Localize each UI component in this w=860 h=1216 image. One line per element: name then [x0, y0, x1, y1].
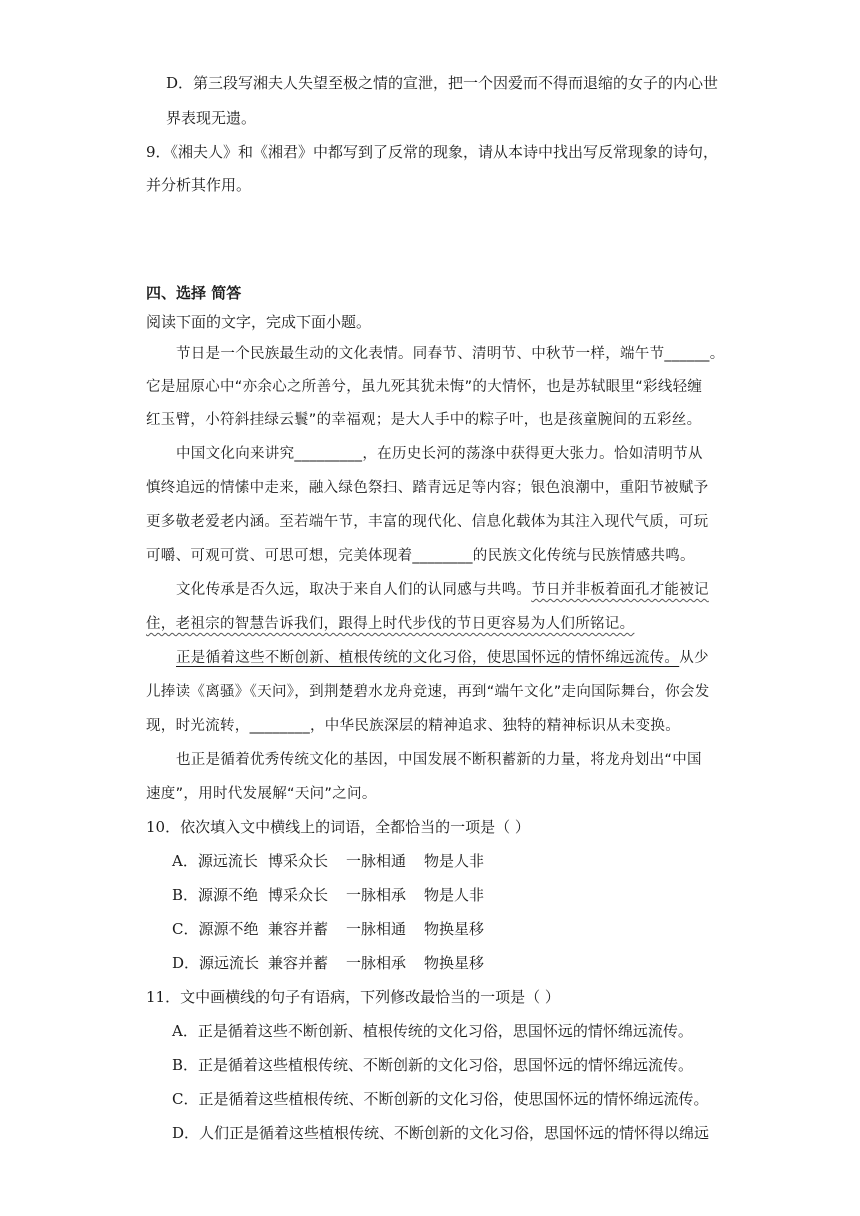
passage-p1-line1: 节日是一个民族最生动的文化表情。同春节、清明节、中秋节一样，端午节______。 [176, 346, 725, 362]
passage-p1-line2: 它是屈原心中“亦余心之所善兮，虽九死其犹未悔”的大情怀，也是苏轼眼里“彩线轻缠 [146, 379, 703, 395]
q8-option-d-line1: D．第三段写湘夫人失望至极之情的宣泄，把一个因爱而不得而退缩的女子的内心世 [166, 74, 719, 92]
q9-stem-line1: 9．《湘夫人》和《湘君》中都写到了反常的现象，请从本诗中找出写反常现象的诗句， [146, 143, 719, 161]
passage-p3-line2: 住，老祖宗的智慧告诉我们，跟得上时代步伐的节日更容易为人们所铭记。 [146, 616, 635, 632]
q10-option-a[interactable]: A．源远流长 博采众长 一脉相通 物是人非 [172, 852, 485, 870]
q11-stem: 11．文中画横线的句子有语病，下列修改最恰当的一项是（ ） [146, 988, 560, 1006]
wavy-underlined-sentence: 节日并非板着面孔才能被记 [531, 582, 709, 598]
passage-p2-line3: 更多敬老爱老内涵。至若端午节，丰富的现代化、信息化载体为其注入现代气质，可玩 [146, 514, 709, 530]
passage-p2-line4: 可嚼、可观可赏、可思可想，完美体现着________的民族文化传统与民族情感共鸣。 [146, 548, 695, 564]
underlined-sentence: 正是循着这些不断创新、植根传统的文化习俗，使思国怀远的情怀绵远流传。 [176, 650, 680, 666]
passage-p3-line1 [176, 580, 709, 600]
passage-p3-text: 文化传承是否久远，取决于来自人们的认同感与共鸣。 [176, 582, 532, 598]
q10-option-b[interactable]: B．源源不绝 博采众长 一脉相承 物是人非 [172, 886, 485, 904]
passage-p4-line2: 儿捧读《离骚》《天问》，到荆楚碧水龙舟竞速，再到“端午文化”走向国际舞台，你会发 [146, 684, 710, 700]
passage-p5-line1: 也正是循着优秀传统文化的基因，中国发展不断积蓄新的力量，将龙舟划出“中国 [176, 752, 702, 768]
q11-option-d[interactable]: D．人们正是循着这些植根传统、不断创新的文化习俗，思国怀远的情怀得以绵远 [172, 1124, 710, 1142]
q10-option-c[interactable]: C．源源不绝 兼容并蓄 一脉相通 物换星移 [172, 920, 485, 938]
q11-option-c[interactable]: C．正是循着这些植根传统、不断创新的文化习俗，使思国怀远的情怀绵远流传。 [172, 1090, 709, 1108]
q11-option-a[interactable]: A．正是循着这些不断创新、植根传统的文化习俗，思国怀远的情怀绵远流传。 [172, 1022, 693, 1040]
passage-p1-line3: 红玉臂，小符斜挂绿云鬟”的幸福观；是大人手中的粽子叶，也是孩童腕间的五彩丝。 [146, 412, 702, 428]
passage-p4-line3: 现，时光流转，________，中华民族深层的精神追求、独特的精神标识从未变换。 [146, 718, 680, 734]
passage-p5-line2: 速度”，用时代发展解“天问”之问。 [146, 786, 377, 802]
q10-option-d[interactable]: D．源远流长 兼容并蓄 一脉相承 物换星移 [172, 954, 485, 972]
section-heading: 四、选择 简答 [146, 284, 242, 302]
q10-stem: 10．依次填入文中横线上的词语，全都恰当的一项是（ ） [146, 818, 530, 836]
q8-option-d-line2: 界表现无遗。 [166, 109, 257, 127]
passage-p4-text: 从少 [679, 650, 709, 666]
q9-stem-line2: 并分析其作用。 [146, 176, 252, 194]
passage-p2-line1: 中国文化向来讲究_________，在历史长河的荡涤中获得更大张力。恰如清明节从 [176, 446, 703, 462]
section-instruction: 阅读下面的文字，完成下面小题。 [146, 313, 372, 331]
passage-p2-line2: 慎终追远的情愫中走来，融入绿色祭扫、踏青远足等内容；银色浪潮中，重阳节被赋予 [146, 480, 709, 496]
passage-p4-line1 [176, 648, 709, 668]
q11-option-b[interactable]: B．正是循着这些植根传统、不断创新的文化习俗，思国怀远的情怀绵远流传。 [172, 1056, 694, 1074]
